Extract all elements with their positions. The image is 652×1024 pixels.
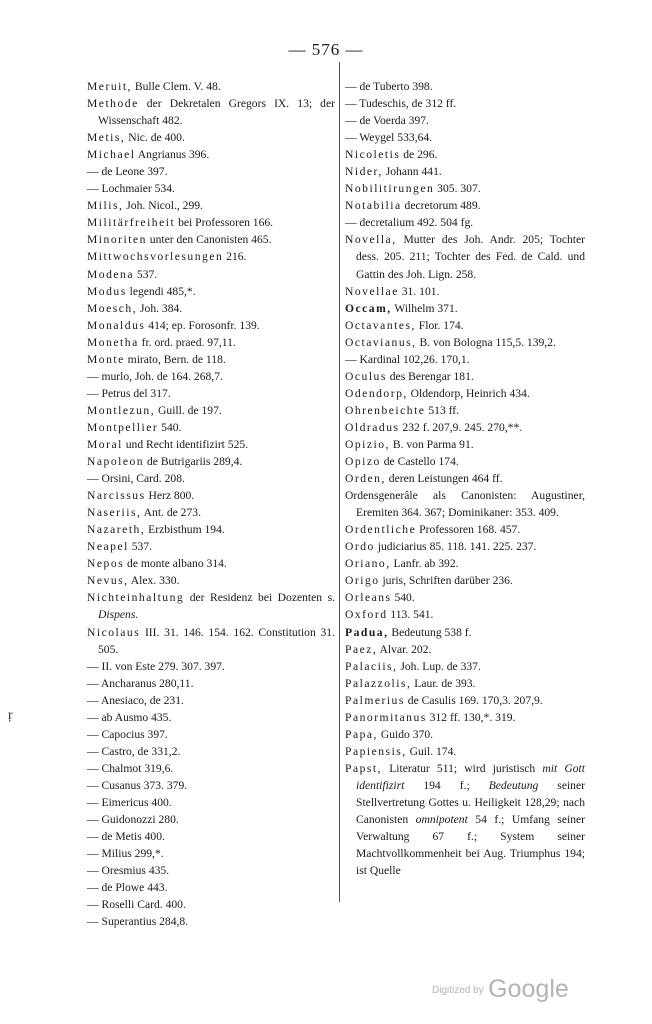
entry-text: der Dekretalen Gregors IX. 13; der Wissenschaft 482. [98, 97, 335, 128]
entry-text: — ab Ausmo 435. [87, 710, 172, 724]
index-entry [87, 368, 335, 385]
entry-head: Oriano, [345, 557, 391, 571]
index-entry [87, 913, 335, 930]
entry-head: Oculus [345, 369, 387, 383]
entry-head: Nazareth, [87, 523, 146, 537]
index-entry [87, 266, 335, 283]
index-entry [87, 231, 335, 248]
index-entry [87, 163, 335, 180]
right-column [345, 78, 585, 879]
entry-text: juris, Schriften darüber 236. [379, 574, 513, 588]
entry-head: Papiensis, [345, 744, 407, 758]
entry-head: Modena [87, 267, 134, 281]
entry-text: — decretalium 492. 504 fg. [345, 216, 474, 230]
index-entry [87, 675, 335, 692]
index-entry [345, 521, 585, 538]
entry-text: decretorum 489. [401, 199, 481, 213]
entry-head: Monaldus [87, 318, 146, 332]
index-entry [345, 606, 585, 623]
entry-text: 540. [158, 420, 182, 434]
margin-mark: ŗ [8, 708, 13, 723]
entry-head: Methode [87, 97, 139, 111]
entry-head: Orleans [345, 591, 392, 605]
index-entry [345, 692, 585, 709]
index-entry [345, 709, 585, 726]
entry-text: — Petrus del 317. [87, 386, 171, 400]
index-entry [87, 709, 335, 726]
index-entry [345, 743, 585, 760]
entry-text: B. von Bologna 115,5. 139,2. [416, 335, 556, 349]
entry-head: Novellae [345, 284, 399, 298]
page-number: — 576 — [288, 40, 364, 59]
entry-text: — Lochmaier 534. [87, 182, 175, 196]
entry-head: Monte [87, 352, 125, 366]
index-entry [345, 163, 585, 180]
entry-text: de 296. [400, 148, 438, 162]
entry-head: Octavianus, [345, 335, 417, 349]
entry-head: Ordentliche [345, 523, 417, 537]
entry-text: mirato, Bern. de 118. [124, 352, 226, 366]
entry-head: Nevus, [87, 574, 129, 588]
entry-text: 305. 307. [434, 182, 481, 196]
index-entry [87, 862, 335, 879]
entry-text: 31. 101. [398, 284, 440, 298]
entry-text: — Weygel 533,64. [345, 131, 433, 145]
entry-text: — de Leone 397. [87, 165, 168, 179]
entry-text: Oldendorp, Heinrich 434. [407, 386, 530, 400]
entry-text: de monte albano 314. [124, 557, 227, 571]
index-entry [87, 419, 335, 436]
entry-head: Padua, [345, 625, 389, 639]
entry-text: 216. [223, 250, 247, 264]
entry-text: der Residenz bei Dozenten s. [184, 591, 335, 605]
entry-head: Moesch, [87, 301, 138, 315]
index-entry [345, 641, 585, 658]
entry-text: unter den Canonisten 465. [146, 233, 272, 247]
entry-head: Minoriten [87, 233, 147, 247]
index-entry [345, 624, 585, 641]
entry-text: — Anesiaco, de 231. [87, 693, 184, 707]
entry-text: Nic. de 400. [125, 131, 185, 145]
entry-head: Papst, [345, 761, 383, 775]
entry-text: Flor. 174. [415, 318, 464, 332]
entry-text: fr. ord. praed. 97,11. [138, 335, 236, 349]
entry-text: Wilhelm 371. [391, 301, 458, 315]
entry-text: Joh. 384. [137, 301, 183, 315]
entry-text: Johann 441. [382, 165, 442, 179]
entry-text: — murlo, Joh. de 164. 268,7. [87, 369, 223, 383]
index-entry [87, 402, 335, 419]
index-entry-papst [345, 760, 585, 879]
entry-text: Laur. de 393. [411, 676, 476, 690]
entry-head: Palaciis, [345, 659, 398, 673]
entry-head: Nider, [345, 165, 383, 179]
index-entry [87, 351, 335, 368]
entry-head: Milis, [87, 199, 124, 213]
entry-head: Montpellier [87, 420, 159, 434]
entry-head: Nicoletis [345, 148, 401, 162]
entry-text: Mutter des Joh. Andr. 205; Tochter dess. 205. 211; Tochter des Fed. de Cald. und Gattin des Joh. Lign. 258. [356, 233, 585, 281]
column-divider [339, 62, 340, 902]
entry-text: — Eimericus 400. [87, 795, 172, 809]
index-entry [87, 794, 335, 811]
index-entry [87, 385, 335, 402]
entry-text: — de Voerda 397. [345, 114, 429, 128]
index-entry [345, 334, 585, 351]
index-entry [345, 112, 585, 129]
index-entry [345, 538, 585, 555]
entry-text: Herz 800. [145, 489, 195, 503]
index-entry [87, 470, 335, 487]
entry-head: Papa, [345, 727, 378, 741]
index-entry [345, 453, 585, 470]
index-entry [87, 572, 335, 589]
index-entry [87, 78, 335, 95]
entry-head: Odendorp, [345, 386, 408, 400]
entry-text: Ordensgenerâle als Canonisten: Augustiner, Eremiten 364. 367; Dominikaner: 353. 409. [345, 489, 585, 520]
index-entry [87, 692, 335, 709]
entry-text: 537. [128, 540, 153, 554]
index-entry [87, 658, 335, 675]
entry-head: Novella, [345, 233, 397, 247]
entry-italic: Bedeutung [488, 778, 539, 792]
index-entry [345, 300, 585, 317]
entry-head: Narcissus [87, 489, 146, 503]
entry-head: Modus [87, 284, 127, 298]
index-entry [87, 624, 335, 658]
entry-head: Origo [345, 574, 380, 588]
entry-text: — Cusanus 373. 379. [87, 778, 188, 792]
index-entry [87, 214, 335, 231]
left-column [87, 78, 335, 930]
index-entry [345, 146, 585, 163]
entry-text: — de Tuberto 398. [345, 80, 433, 93]
index-entry [345, 231, 585, 282]
index-entry [345, 351, 585, 368]
entry-text: 113. 541. [387, 608, 434, 622]
entry-text: des Berengar 181. [386, 369, 474, 383]
index-entry [345, 589, 585, 606]
index-entry [345, 317, 585, 334]
entry-text: de Butrigariis 289,4. [144, 455, 243, 469]
index-entry [87, 146, 335, 163]
entry-text: 54 f.; Umfang seiner Verwaltung 67 f.; System seiner Machtvollkommenheit bei Aug. Triumphus 194; ist Quelle [356, 813, 585, 878]
index-entry [87, 845, 335, 862]
index-entry [345, 487, 585, 521]
entry-head: Palmerius [345, 693, 405, 707]
right-column-entries [345, 78, 585, 760]
entry-text: de Castello 174. [380, 455, 459, 469]
entry-text: 414; ep. Forosonfr. 139. [145, 318, 260, 332]
index-entry [345, 402, 585, 419]
entry-text: — Milius 299,*. [87, 847, 164, 861]
entry-head: Octavantes, [345, 318, 416, 332]
index-entry [345, 572, 585, 589]
entry-head: Napoleon [87, 455, 145, 469]
entry-text: Guil. 174. [406, 744, 457, 758]
entry-head: Occam, [345, 301, 392, 315]
entry-head: Nicolaus [87, 625, 141, 639]
entry-text: — Kardinal 102,26. 170,1. [345, 352, 470, 366]
entry-head: Mittwochsvorlesungen [87, 250, 224, 264]
entry-italic: Dispens. [98, 608, 139, 622]
index-entry [87, 129, 335, 146]
entry-italic: omnipotent [415, 813, 468, 827]
entry-text: Guill. de 197. [155, 403, 222, 417]
entry-text: — Chalmot 319,6. [87, 761, 174, 775]
index-entry [345, 95, 585, 112]
watermark-prefix: Digitized by [432, 985, 484, 996]
entry-text: — Capocius 397. [87, 727, 168, 741]
entry-text: — de Plowe 443. [87, 881, 168, 895]
entry-head: Naseriis, [87, 506, 142, 520]
entry-text: Literatur 511; wird juristisch [382, 761, 543, 775]
google-watermark [432, 975, 569, 1004]
index-entry [345, 214, 585, 231]
entry-text: Guido 370. [377, 727, 434, 741]
index-entry [345, 129, 585, 146]
entry-head: Nepos [87, 557, 125, 571]
entry-head: Metis, [87, 131, 126, 145]
entry-text: — II. von Este 279. 307. 397. [87, 659, 225, 673]
index-entry [345, 385, 585, 402]
index-entry [87, 334, 335, 351]
entry-head: Notabilia [345, 199, 402, 213]
index-entry [87, 248, 335, 265]
entry-head: Militärfreiheit [87, 216, 176, 230]
entry-text: Joh. Nicol., 299. [123, 199, 203, 213]
index-entry [87, 95, 335, 129]
entry-head: Oxford [345, 608, 388, 622]
entry-head: Nichteinhaltung [87, 591, 185, 605]
entry-text: — de Metis 400. [87, 830, 165, 844]
index-entry [87, 760, 335, 777]
entry-text: bei Professoren 166. [175, 216, 274, 230]
entry-head: Ohrenbeichte [345, 403, 426, 417]
entry-text: Ant. de 273. [141, 506, 201, 520]
index-entry [345, 675, 585, 692]
index-entry [87, 743, 335, 760]
entry-text: Bulle Clem. V. 48. [131, 80, 221, 93]
entry-text: de Casulis 169. 170,3. 207,9. [404, 693, 543, 707]
index-entry [345, 658, 585, 675]
entry-head: Paez, [345, 642, 378, 656]
index-entry [87, 436, 335, 453]
index-entry [87, 811, 335, 828]
entry-text: Professoren 168. 457. [416, 523, 521, 537]
entry-text: — Tudeschis, de 312 ff. [345, 97, 457, 111]
entry-text: — Guidonozzi 280. [87, 813, 179, 827]
entry-text: judiciarius 85. 118. 141. 225. 237. [374, 540, 537, 554]
index-entry [345, 368, 585, 385]
entry-text: 232 f. 207,9. 245. 270,**. [399, 420, 523, 434]
index-entry [87, 521, 335, 538]
index-entry [87, 317, 335, 334]
entry-text: 312 ff. 130,*. 319. [426, 710, 516, 724]
index-entry [87, 197, 335, 214]
index-entry [345, 470, 585, 487]
index-entry [87, 896, 335, 913]
entry-text: Alex. 330. [128, 574, 180, 588]
index-entry [87, 879, 335, 896]
index-entry [345, 78, 585, 95]
index-entry [87, 504, 335, 521]
index-entry [87, 777, 335, 794]
entry-text: 513 ff. [425, 403, 460, 417]
index-entry [345, 436, 585, 453]
index-entry [345, 283, 585, 300]
entry-head: Orden, [345, 472, 386, 486]
index-entry [87, 283, 335, 300]
entry-text: und Recht identifizirt 525. [122, 437, 249, 451]
index-entry [87, 453, 335, 470]
entry-head: Panormitanus [345, 710, 427, 724]
entry-text: Angrianus 396. [135, 148, 210, 162]
entry-text: III. 31. 146. 154. 162. Constitution 31. 505. [98, 625, 335, 656]
entry-italic: mit Gott identifizirt [356, 761, 585, 792]
index-entry [87, 180, 335, 197]
index-entry [345, 419, 585, 436]
entry-text: Erzbisthum 194. [145, 523, 225, 537]
entry-text: Bedeutung 538 f. [388, 625, 472, 639]
entry-text: Joh. Lup. de 337. [397, 659, 481, 673]
index-entry [87, 538, 335, 555]
entry-text: 194 f.; [404, 778, 489, 792]
entry-text: — Roselli Card. 400. [87, 898, 186, 912]
entry-head: Meruit, [87, 80, 132, 93]
google-logo: Google [488, 975, 569, 1003]
entry-head: Ordo [345, 540, 375, 554]
entry-text: B. von Parma 91. [389, 437, 474, 451]
entry-head: Michael [87, 148, 136, 162]
entry-text: Lanfr. ab 392. [390, 557, 459, 571]
entry-head: Neapel [87, 540, 129, 554]
index-entry [345, 180, 585, 197]
entry-head: Palazzolis, [345, 676, 412, 690]
index-entry [345, 197, 585, 214]
entry-head: Monetha [87, 335, 139, 349]
entry-text: 537. [134, 267, 158, 281]
entry-head: Montlezun, [87, 403, 156, 417]
entry-text: — Castro, de 331,2. [87, 744, 181, 758]
entry-text: seiner Stellvertretung Gottes u. Heiligkeit 128,29; nach Canonisten [356, 778, 585, 827]
entry-head: Oldradus [345, 420, 400, 434]
entry-text: Alvar. 202. [377, 642, 432, 656]
entry-text: — Oresmius 435. [87, 864, 170, 878]
entry-text: — Ancharanus 280,11. [87, 676, 194, 690]
entry-text: legendi 485,*. [126, 284, 196, 298]
entry-head: Moral [87, 437, 123, 451]
index-entry [345, 726, 585, 743]
index-entry [87, 487, 335, 504]
entry-text: — Superantius 284,8. [87, 915, 189, 929]
index-entry [87, 828, 335, 845]
entry-head: Opizio, [345, 437, 390, 451]
index-entry [87, 300, 335, 317]
index-entry [87, 726, 335, 743]
entry-text: 540. [391, 591, 415, 605]
index-entry [345, 555, 585, 572]
entry-head: Nobilitirungen [345, 182, 435, 196]
entry-text: — Orsini, Card. 208. [87, 472, 185, 486]
index-entry [87, 555, 335, 572]
entry-head: Opizo [345, 455, 381, 469]
entry-text: deren Leistungen 464 ff. [385, 472, 503, 486]
index-entry [87, 589, 335, 623]
